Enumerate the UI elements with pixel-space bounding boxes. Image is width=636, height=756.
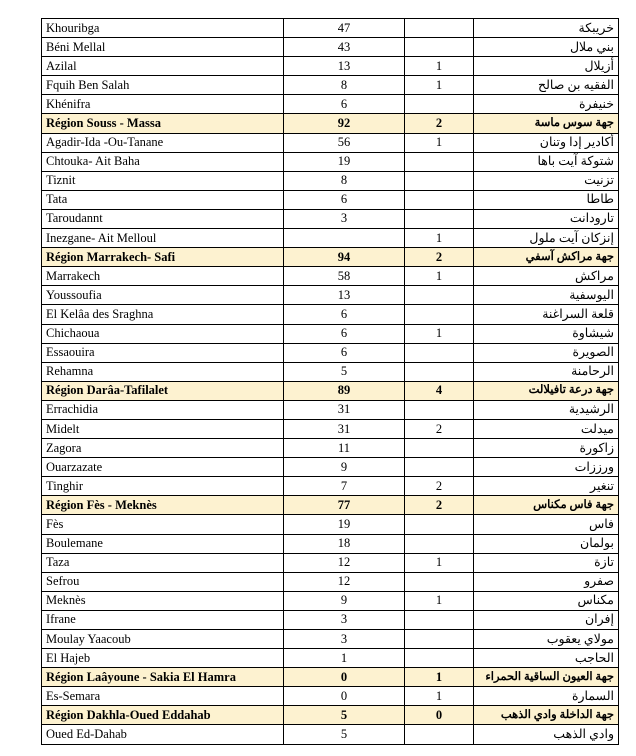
arabic-name-cell: مكناس [474, 591, 619, 610]
value-cell-secondary [405, 286, 474, 305]
value-cell-secondary [405, 515, 474, 534]
name-cell: Région Souss - Massa [42, 114, 284, 133]
value-cell-primary: 5 [284, 362, 405, 381]
name-cell: Tiznit [42, 171, 284, 190]
province-row [42, 171, 619, 190]
value-cell-primary: 5 [284, 725, 405, 744]
value-cell-primary: 11 [284, 439, 405, 458]
name-cell: Région Laâyoune - Sakia El Hamra [42, 668, 284, 687]
name-cell: El Hajeb [42, 649, 284, 668]
value-cell-secondary: 1 [405, 267, 474, 286]
arabic-name-cell: الصويرة [474, 343, 619, 362]
value-cell-primary: 9 [284, 458, 405, 477]
value-cell-primary: 3 [284, 610, 405, 629]
province-row [42, 477, 619, 496]
arabic-name-cell: ورززات [474, 458, 619, 477]
value-cell-secondary [405, 572, 474, 591]
value-cell-secondary [405, 171, 474, 190]
name-cell: Tinghir [42, 477, 284, 496]
province-row [42, 305, 619, 324]
value-cell-secondary [405, 38, 474, 57]
name-cell: Rehamna [42, 362, 284, 381]
value-cell-secondary [405, 95, 474, 114]
value-cell-primary: 13 [284, 57, 405, 76]
value-cell-primary: 0 [284, 668, 405, 687]
value-cell-secondary [405, 458, 474, 477]
province-row [42, 190, 619, 209]
name-cell: Es-Semara [42, 687, 284, 706]
name-cell: Ifrane [42, 610, 284, 629]
arabic-name-cell: قلعة السراغنة [474, 305, 619, 324]
value-cell-secondary [405, 649, 474, 668]
name-cell: Sefrou [42, 572, 284, 591]
province-row [42, 400, 619, 419]
value-cell-secondary [405, 209, 474, 228]
arabic-name-cell: أكادير إدا وتنان [474, 133, 619, 152]
value-cell-secondary: 2 [405, 419, 474, 438]
value-cell-primary: 1 [284, 649, 405, 668]
province-row [42, 725, 619, 744]
arabic-name-cell: الفقيه بن صالح [474, 76, 619, 95]
province-row [42, 19, 619, 38]
arabic-name-cell: ميدلت [474, 419, 619, 438]
province-row [42, 458, 619, 477]
arabic-name-cell: جهة الداخلة وادي الذهب [474, 706, 619, 725]
value-cell-secondary: 2 [405, 496, 474, 515]
province-row [42, 57, 619, 76]
arabic-name-cell: مراكش [474, 267, 619, 286]
value-cell-secondary: 2 [405, 477, 474, 496]
name-cell: Région Dakhla-Oued Eddahab [42, 706, 284, 725]
value-cell-primary: 3 [284, 630, 405, 649]
name-cell: Essaouira [42, 343, 284, 362]
value-cell-primary: 5 [284, 706, 405, 725]
arabic-name-cell: شيشاوة [474, 324, 619, 343]
arabic-name-cell: جهة سوس ماسة [474, 114, 619, 133]
value-cell-primary: 92 [284, 114, 405, 133]
arabic-name-cell: جهة فاس مكناس [474, 496, 619, 515]
province-row [42, 687, 619, 706]
value-cell-secondary: 2 [405, 114, 474, 133]
arabic-name-cell: خنيفرة [474, 95, 619, 114]
name-cell: El Kelâa des Sraghna [42, 305, 284, 324]
value-cell-primary: 8 [284, 171, 405, 190]
value-cell-secondary [405, 439, 474, 458]
province-row [42, 515, 619, 534]
region-row [42, 381, 619, 400]
arabic-name-cell: إنزكان آيت ملول [474, 229, 619, 248]
value-cell-secondary: 1 [405, 229, 474, 248]
province-row [42, 630, 619, 649]
value-cell-primary: 7 [284, 477, 405, 496]
arabic-name-cell: جهة درعة تافيلالت [474, 381, 619, 400]
name-cell: Région Fès - Meknès [42, 496, 284, 515]
value-cell-secondary [405, 19, 474, 38]
name-cell: Taza [42, 553, 284, 572]
region-row [42, 248, 619, 267]
region-row [42, 496, 619, 515]
name-cell: Khouribga [42, 19, 284, 38]
province-row [42, 649, 619, 668]
arabic-name-cell: بولمان [474, 534, 619, 553]
value-cell-primary: 19 [284, 515, 405, 534]
name-cell: Azilal [42, 57, 284, 76]
value-cell-primary: 6 [284, 190, 405, 209]
arabic-name-cell: طاطا [474, 190, 619, 209]
arabic-name-cell: أزيلال [474, 57, 619, 76]
value-cell-primary: 43 [284, 38, 405, 57]
value-cell-secondary [405, 610, 474, 629]
arabic-name-cell: مولاي يعقوب [474, 630, 619, 649]
name-cell: Béni Mellal [42, 38, 284, 57]
value-cell-primary: 94 [284, 248, 405, 267]
province-row [42, 439, 619, 458]
name-cell: Inezgane- Ait Melloul [42, 229, 284, 248]
value-cell-primary: 0 [284, 687, 405, 706]
name-cell: Taroudannt [42, 209, 284, 228]
arabic-name-cell: شتوكة آيت باها [474, 152, 619, 171]
value-cell-secondary [405, 725, 474, 744]
province-row [42, 419, 619, 438]
value-cell-primary: 6 [284, 305, 405, 324]
arabic-name-cell: زاكورة [474, 439, 619, 458]
name-cell: Boulemane [42, 534, 284, 553]
name-cell: Agadir-Ida -Ou-Tanane [42, 133, 284, 152]
value-cell-primary: 6 [284, 95, 405, 114]
arabic-name-cell: الرشيدية [474, 400, 619, 419]
region-row [42, 668, 619, 687]
arabic-name-cell: صفرو [474, 572, 619, 591]
province-row [42, 572, 619, 591]
province-row [42, 553, 619, 572]
arabic-name-cell: جهة العيون الساقية الحمراء [474, 668, 619, 687]
value-cell-primary: 12 [284, 572, 405, 591]
value-cell-secondary: 1 [405, 57, 474, 76]
name-cell: Marrakech [42, 267, 284, 286]
value-cell-primary: 9 [284, 591, 405, 610]
value-cell-secondary: 2 [405, 248, 474, 267]
name-cell: Zagora [42, 439, 284, 458]
province-row [42, 591, 619, 610]
province-row [42, 229, 619, 248]
province-row [42, 324, 619, 343]
value-cell-primary: 13 [284, 286, 405, 305]
province-row [42, 610, 619, 629]
value-cell-primary: 31 [284, 419, 405, 438]
value-cell-primary: 6 [284, 343, 405, 362]
arabic-name-cell: تزنيت [474, 171, 619, 190]
arabic-name-cell: فاس [474, 515, 619, 534]
value-cell-secondary [405, 152, 474, 171]
name-cell: Chtouka- Ait Baha [42, 152, 284, 171]
value-cell-primary: 8 [284, 76, 405, 95]
name-cell: Ouarzazate [42, 458, 284, 477]
value-cell-primary [284, 229, 405, 248]
value-cell-primary: 6 [284, 324, 405, 343]
province-row [42, 267, 619, 286]
province-row [42, 534, 619, 553]
province-row [42, 133, 619, 152]
arabic-name-cell: الرحامنة [474, 362, 619, 381]
province-row [42, 38, 619, 57]
value-cell-secondary [405, 534, 474, 553]
value-cell-primary: 47 [284, 19, 405, 38]
value-cell-secondary: 1 [405, 76, 474, 95]
value-cell-primary: 56 [284, 133, 405, 152]
name-cell: Chichaoua [42, 324, 284, 343]
name-cell: Youssoufia [42, 286, 284, 305]
name-cell: Errachidia [42, 400, 284, 419]
value-cell-secondary: 1 [405, 668, 474, 687]
name-cell: Fquih Ben Salah [42, 76, 284, 95]
region-row [42, 706, 619, 725]
value-cell-secondary: 1 [405, 687, 474, 706]
name-cell: Région Marrakech- Safi [42, 248, 284, 267]
arabic-name-cell: تنغير [474, 477, 619, 496]
province-row [42, 286, 619, 305]
name-cell: Fès [42, 515, 284, 534]
value-cell-secondary: 1 [405, 553, 474, 572]
value-cell-primary: 12 [284, 553, 405, 572]
arabic-name-cell: إفران [474, 610, 619, 629]
value-cell-secondary [405, 190, 474, 209]
value-cell-secondary [405, 630, 474, 649]
name-cell: Moulay Yaacoub [42, 630, 284, 649]
value-cell-secondary [405, 400, 474, 419]
province-row [42, 209, 619, 228]
arabic-name-cell: وادي الذهب [474, 725, 619, 744]
value-cell-primary: 77 [284, 496, 405, 515]
value-cell-primary: 18 [284, 534, 405, 553]
value-cell-primary: 31 [284, 400, 405, 419]
arabic-name-cell: خريبكة [474, 19, 619, 38]
value-cell-primary: 58 [284, 267, 405, 286]
arabic-name-cell: الحاجب [474, 649, 619, 668]
arabic-name-cell: جهة مراكش آسفي [474, 248, 619, 267]
arabic-name-cell: بني ملال [474, 38, 619, 57]
value-cell-secondary [405, 362, 474, 381]
province-row [42, 95, 619, 114]
value-cell-secondary: 4 [405, 381, 474, 400]
table-body [42, 19, 619, 745]
province-row [42, 76, 619, 95]
name-cell: Meknès [42, 591, 284, 610]
value-cell-primary: 19 [284, 152, 405, 171]
province-row [42, 152, 619, 171]
name-cell: Oued Ed-Dahab [42, 725, 284, 744]
arabic-name-cell: السمارة [474, 687, 619, 706]
value-cell-secondary: 1 [405, 133, 474, 152]
value-cell-secondary: 0 [405, 706, 474, 725]
name-cell: Région Darâa-Tafilalet [42, 381, 284, 400]
value-cell-secondary: 1 [405, 324, 474, 343]
name-cell: Tata [42, 190, 284, 209]
value-cell-secondary [405, 343, 474, 362]
value-cell-primary: 89 [284, 381, 405, 400]
value-cell-secondary: 1 [405, 591, 474, 610]
arabic-name-cell: تازة [474, 553, 619, 572]
value-cell-secondary [405, 305, 474, 324]
name-cell: Midelt [42, 419, 284, 438]
name-cell: Khénifra [42, 95, 284, 114]
arabic-name-cell: اليوسفية [474, 286, 619, 305]
regional-statistics-table [41, 18, 619, 745]
arabic-name-cell: تارودانت [474, 209, 619, 228]
province-row [42, 343, 619, 362]
province-row [42, 362, 619, 381]
region-row [42, 114, 619, 133]
value-cell-primary: 3 [284, 209, 405, 228]
